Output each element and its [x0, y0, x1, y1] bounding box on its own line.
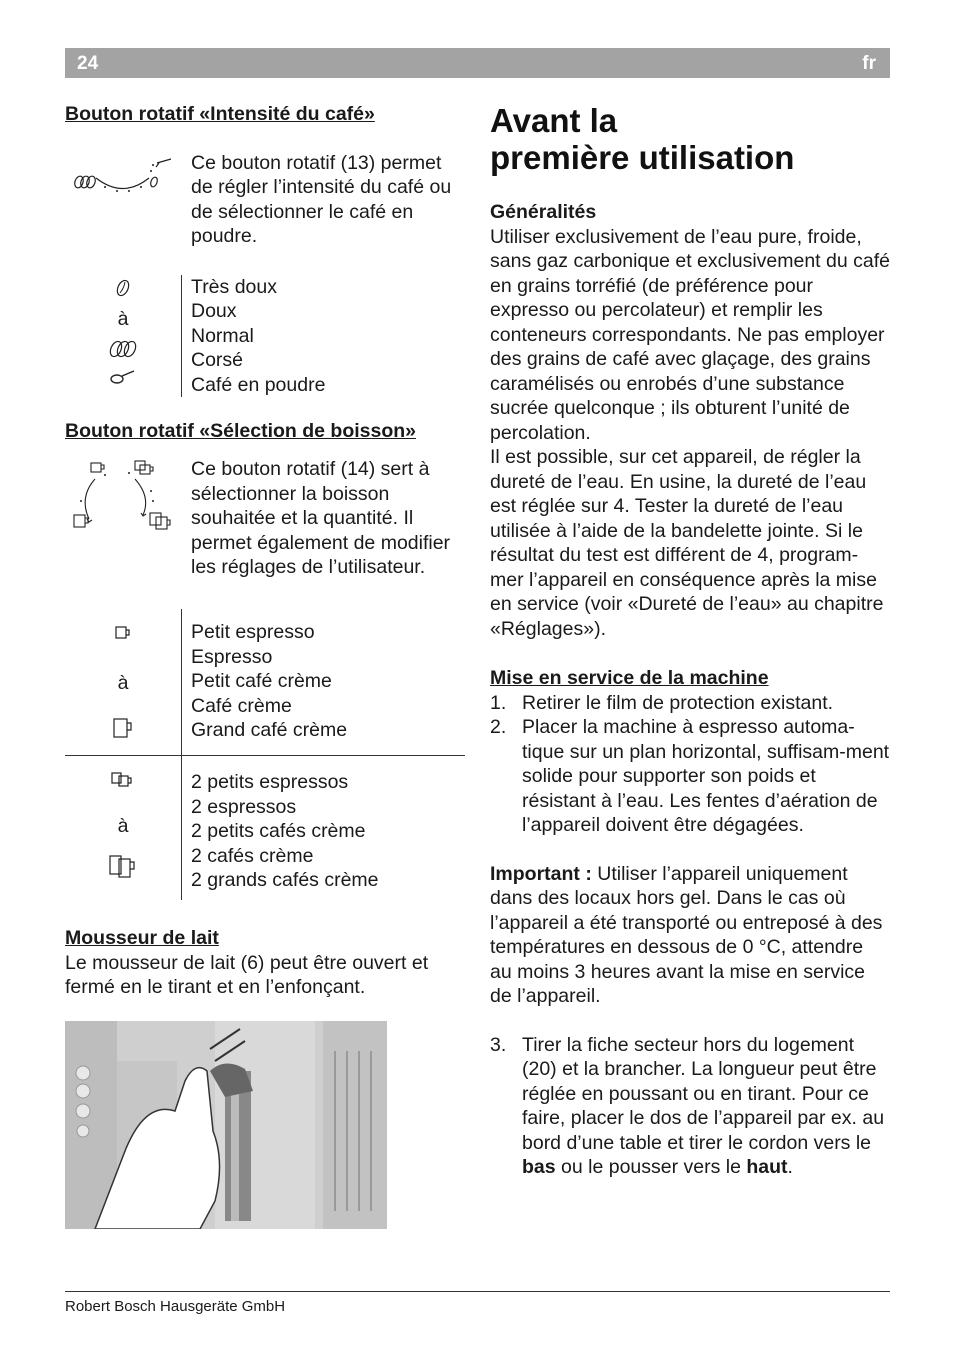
right-column — [490, 102, 890, 1180]
setup-step-3 — [490, 1033, 890, 1180]
small-cup-icon — [113, 625, 133, 641]
footer-company: Robert Bosch Hausgeräte GmbH — [65, 1298, 286, 1315]
beverage-dial-icon — [65, 457, 181, 544]
two-large-cups-icon — [107, 854, 139, 880]
drink-option: Espresso — [191, 645, 273, 668]
general-title: Généralités — [490, 201, 597, 223]
intensity-dial-icon — [65, 151, 181, 218]
step-text: Retirer le film de protection existant. — [522, 691, 834, 714]
main-heading-line2: première utilisation — [490, 139, 795, 176]
general-paragraph-2: Il est possible, sur cet appareil, de régler la dureté de l’eau. En usine, la dureté de l’eau est réglée sur 4. Tester la dureté de l’eau utilisée à l’aide de la bandelette jointe. Si le résultat du test est différent de 4, program-mer l’appareil en conséquence après la mise en service (voir «Dureté de l’eau» au chapitre «Réglages»). — [490, 446, 884, 640]
footer-divider — [65, 1291, 890, 1292]
important-text: Utiliser l’appareil uniquement dans des locaux hors gel. Dans le cas où l’appareil a été transporté ou entreposé à des températures en dessous de 0 °C, attendre au moins 3 heures avant la mise en service de l’appareil. — [490, 862, 883, 1007]
milk-frother-title: Mousseur de lait — [65, 927, 219, 949]
main-heading — [490, 102, 890, 176]
intensity-level: Normal — [191, 324, 254, 347]
drink-option: Petit espresso — [191, 621, 315, 643]
language-code: fr — [862, 53, 876, 74]
table-divider — [181, 275, 182, 397]
intensity-level: Doux — [191, 300, 237, 322]
drink-option: Petit café crème — [191, 670, 332, 692]
step-number: 3. — [490, 1033, 507, 1056]
drink-option: Café crème — [191, 694, 292, 717]
drink-option: Grand café crème — [191, 719, 348, 741]
range-to-label: à — [117, 815, 129, 837]
intensity-levels-table — [65, 275, 465, 397]
table-divider — [181, 756, 182, 900]
step-text-a: Tirer la fiche secteur hors du logement (20) et la brancher. La longueur peut être réglée en poussant ou en tirant. Pour ce faire, placer le dos de l’appareil par ex. au bord d’une table et tirer le cordon vers le — [522, 1033, 885, 1154]
intensity-description: Ce bouton rotatif (13) permet de régler l’intensité du café ou de sélectionner le café en poudre. — [191, 151, 452, 247]
page-header-bar — [65, 48, 890, 78]
main-heading-line1: Avant la — [490, 102, 618, 139]
setup-step — [490, 691, 890, 716]
step-text-bold-up: haut — [746, 1156, 788, 1178]
setup-step — [490, 715, 890, 838]
drink-option: 2 espressos — [191, 795, 297, 818]
step-text-c: . — [787, 1156, 793, 1178]
coffee-bean-triple-icon — [107, 337, 139, 361]
setup-title: Mise en service de la machine — [490, 667, 769, 689]
range-to-label: à — [117, 672, 129, 694]
two-small-cups-icon — [109, 770, 137, 790]
important-note — [490, 862, 890, 1009]
important-label: Important : — [490, 862, 592, 885]
intensity-level: Corsé — [191, 349, 244, 371]
large-cup-icon — [111, 717, 135, 741]
milk-frother-illustration — [65, 1021, 387, 1229]
drink-option: 2 cafés crème — [191, 844, 314, 867]
coffee-bean-single-icon — [113, 278, 133, 298]
single-drinks-list — [191, 609, 465, 743]
intensity-level: Café en poudre — [191, 373, 326, 396]
single-drinks-table — [65, 609, 465, 755]
drink-option: 2 petits espressos — [191, 771, 349, 793]
double-drinks-list — [191, 756, 465, 893]
milk-frother-text: Le mousseur de lait (6) peut être ouvert et fermé en le tirant et en l’enfonçant. — [65, 951, 429, 998]
intensity-title: Bouton rotatif «Intensité du café» — [65, 103, 375, 125]
step-number: 1. — [490, 691, 507, 714]
left-column — [65, 102, 465, 1000]
step-number: 2. — [490, 716, 507, 738]
intensity-levels-list — [191, 275, 465, 398]
selection-description: Ce bouton rotatif (14) sert à sélectionner la boisson souhaitée et la quantité. Il permet également de modifier les réglages de l’utilisateur. — [191, 458, 451, 578]
step-text-bold-down: bas — [522, 1156, 556, 1178]
ground-coffee-spoon-icon — [110, 367, 136, 387]
range-to-label: à — [117, 307, 129, 330]
drink-option: 2 petits cafés crème — [191, 820, 366, 842]
page-number: 24 — [77, 53, 99, 74]
general-paragraph-1: Utiliser exclusivement de l’eau pure, froide, sans gaz carbonique et exclusivement du café en grains torréfié (de préférence pour expresso ou percolateur) et remplir les conteneurs correspondants. Ne pas employer des grains de café avec glaçage, des grains caramélisés ou enrobés d’une substance sucrée quelconque ; ils obturent l’unité de percolation. — [490, 225, 890, 444]
intensity-dial-row — [65, 151, 465, 275]
selection-dial-row — [65, 457, 465, 609]
selection-title: Bouton rotatif «Sélection de boisson» — [65, 419, 417, 442]
intensity-level: Très doux — [191, 275, 277, 298]
double-drinks-table — [65, 756, 465, 900]
table-divider — [181, 609, 182, 755]
step-text: Placer la machine à espresso automa-tique sur un plan horizontal, suffisam-ment solide pour supporter son poids et résistant à l’eau. Les fentes d’aération de l’appareil doivent être dégagées. — [522, 716, 890, 836]
step-text-b: ou le pousser vers le — [555, 1156, 747, 1178]
drink-option: 2 grands cafés crème — [191, 869, 379, 891]
